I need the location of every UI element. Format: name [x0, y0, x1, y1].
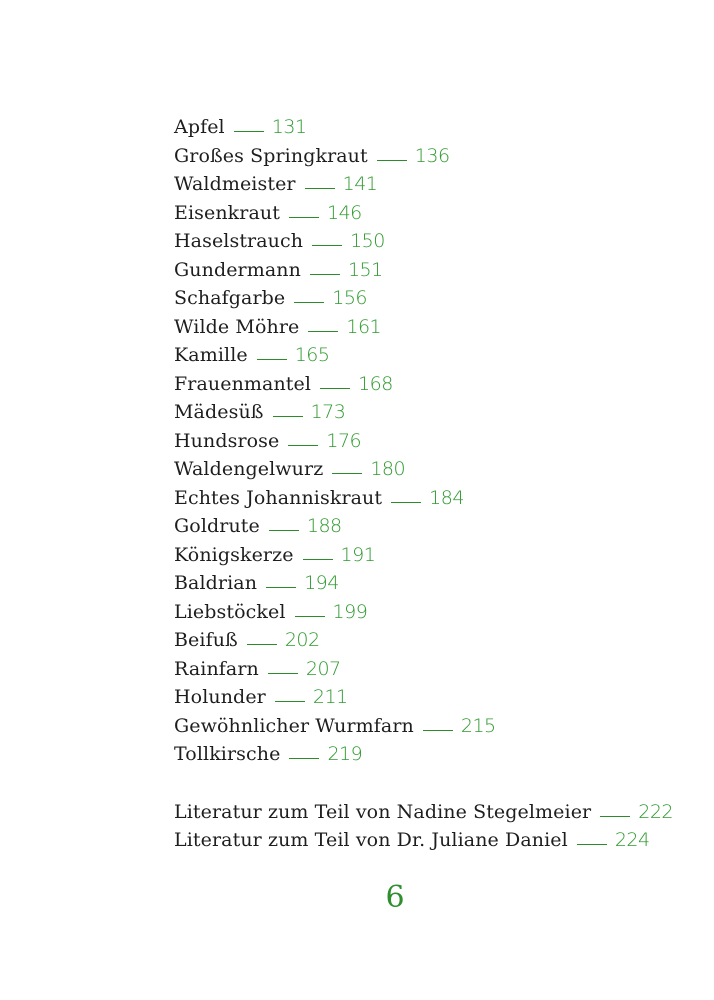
toc-entry-page-number: 222 [638, 800, 673, 823]
leader-line [257, 359, 287, 360]
leader-line [391, 502, 421, 503]
toc-entry [174, 740, 694, 769]
leader-line [275, 701, 305, 702]
leader-line [266, 587, 296, 588]
toc-entry [174, 313, 694, 342]
toc-entry-page-number: 173 [310, 401, 346, 423]
leader-line [273, 416, 303, 417]
toc-entry [174, 712, 694, 741]
toc-entry-title: Waldengelwurz [174, 458, 324, 480]
toc-entry-page-number: 151 [347, 258, 383, 281]
toc-entry-page-number: 141 [342, 173, 378, 195]
table-of-contents [174, 113, 694, 855]
leader-line [289, 758, 319, 759]
toc-entry-title: Holunder [174, 686, 266, 708]
toc-entry-page-number: 191 [340, 543, 376, 566]
toc-entry-title: Baldrian [174, 572, 258, 594]
leader-line [308, 331, 338, 332]
leader-line [377, 160, 407, 161]
toc-entry [174, 341, 694, 370]
toc-entry-page-number: 194 [304, 572, 339, 594]
toc-entry [174, 598, 694, 627]
toc-entry-title: Eisenkraut [174, 201, 280, 224]
leader-line [303, 559, 333, 560]
toc-entry-page-number: 224 [614, 829, 650, 851]
toc-entry-page-number: 207 [305, 657, 341, 680]
leader-line [269, 530, 299, 531]
toc-entry-title: Gundermann [174, 258, 301, 281]
toc-entry [174, 427, 694, 456]
toc-entry-title: Tollkirsche [174, 743, 281, 765]
toc-entry [174, 541, 694, 570]
toc-entry [174, 569, 694, 598]
toc-entry-title: Kamille [174, 344, 248, 366]
toc-entry-page-number: 219 [327, 743, 363, 765]
toc-entry-title: Beifuß [174, 629, 238, 651]
toc-entry [174, 484, 694, 513]
toc-entry-title: Wilde Möhre [174, 315, 300, 338]
toc-entry-title: Echtes Johanniskraut [174, 486, 383, 509]
toc-entry-page-number: 150 [350, 230, 385, 252]
toc-entry-page-number: 156 [332, 287, 367, 309]
toc-entry-title: Literatur zum Teil von Dr. Juliane Daniel [174, 829, 568, 851]
toc-entry-page-number: 199 [332, 600, 368, 623]
toc-entry-page-number: 161 [346, 315, 382, 338]
toc-entry [174, 512, 694, 541]
toc-entry-title: Rainfarn [174, 657, 259, 680]
leader-line [234, 131, 264, 132]
toc-entry-page-number: 211 [312, 686, 348, 708]
literature-entry-list [174, 798, 694, 855]
toc-entry [174, 455, 694, 484]
toc-entry-title: Literatur zum Teil von Nadine Stegelmeier [174, 800, 592, 823]
toc-entry [174, 826, 694, 855]
toc-entry-page-number: 215 [460, 714, 496, 737]
toc-entry-page-number: 165 [294, 344, 330, 366]
toc-entry-title: Hundsrose [174, 429, 280, 452]
toc-entry-title: Gewöhnlicher Wurmfarn [174, 714, 414, 737]
toc-entry-title: Apfel [174, 116, 225, 138]
toc-entry-page-number: 136 [414, 144, 450, 167]
toc-entry-title: Frauenmantel [174, 372, 312, 395]
toc-entry [174, 398, 694, 427]
leader-line [305, 188, 335, 189]
leader-line [268, 673, 298, 674]
toc-entry [174, 199, 694, 228]
leader-line [289, 217, 319, 218]
page-number: 6 [385, 880, 405, 915]
leader-line [577, 844, 607, 845]
leader-line [320, 388, 350, 389]
toc-entry [174, 113, 694, 142]
toc-entry [174, 170, 694, 199]
toc-entry [174, 798, 694, 827]
leader-line [332, 473, 362, 474]
toc-entry-page-number: 146 [326, 201, 362, 224]
toc-entry-title: Mädesüß [174, 401, 264, 423]
toc-entry-title: Schafgarbe [174, 287, 286, 309]
leader-line [247, 644, 277, 645]
toc-entry-page-number: 184 [429, 486, 464, 509]
leader-line [312, 245, 342, 246]
toc-entry [174, 370, 694, 399]
toc-entry [174, 626, 694, 655]
leader-line [600, 816, 630, 817]
toc-entry-page-number: 188 [306, 515, 342, 537]
toc-entry-page-number: 168 [358, 372, 393, 395]
toc-entry-title: Waldmeister [174, 173, 296, 195]
toc-entry-list [174, 113, 694, 769]
toc-entry-page-number: 131 [271, 116, 307, 138]
toc-entry-title: Liebstöckel [174, 600, 286, 623]
toc-entry [174, 227, 694, 256]
toc-entry-title: Königskerze [174, 543, 294, 566]
toc-entry [174, 142, 694, 171]
toc-entry [174, 683, 694, 712]
leader-line [294, 302, 324, 303]
toc-entry [174, 655, 694, 684]
leader-line [288, 445, 318, 446]
leader-line [295, 616, 325, 617]
leader-line [423, 730, 453, 731]
toc-entry-page-number: 202 [284, 629, 320, 651]
toc-entry [174, 284, 694, 313]
toc-entry [174, 256, 694, 285]
toc-entry-title: Großes Springkraut [174, 144, 368, 167]
toc-entry-title: Haselstrauch [174, 230, 304, 252]
toc-entry-title: Goldrute [174, 515, 260, 537]
leader-line [310, 274, 340, 275]
toc-entry-page-number: 180 [370, 458, 406, 480]
toc-entry-page-number: 176 [326, 429, 362, 452]
